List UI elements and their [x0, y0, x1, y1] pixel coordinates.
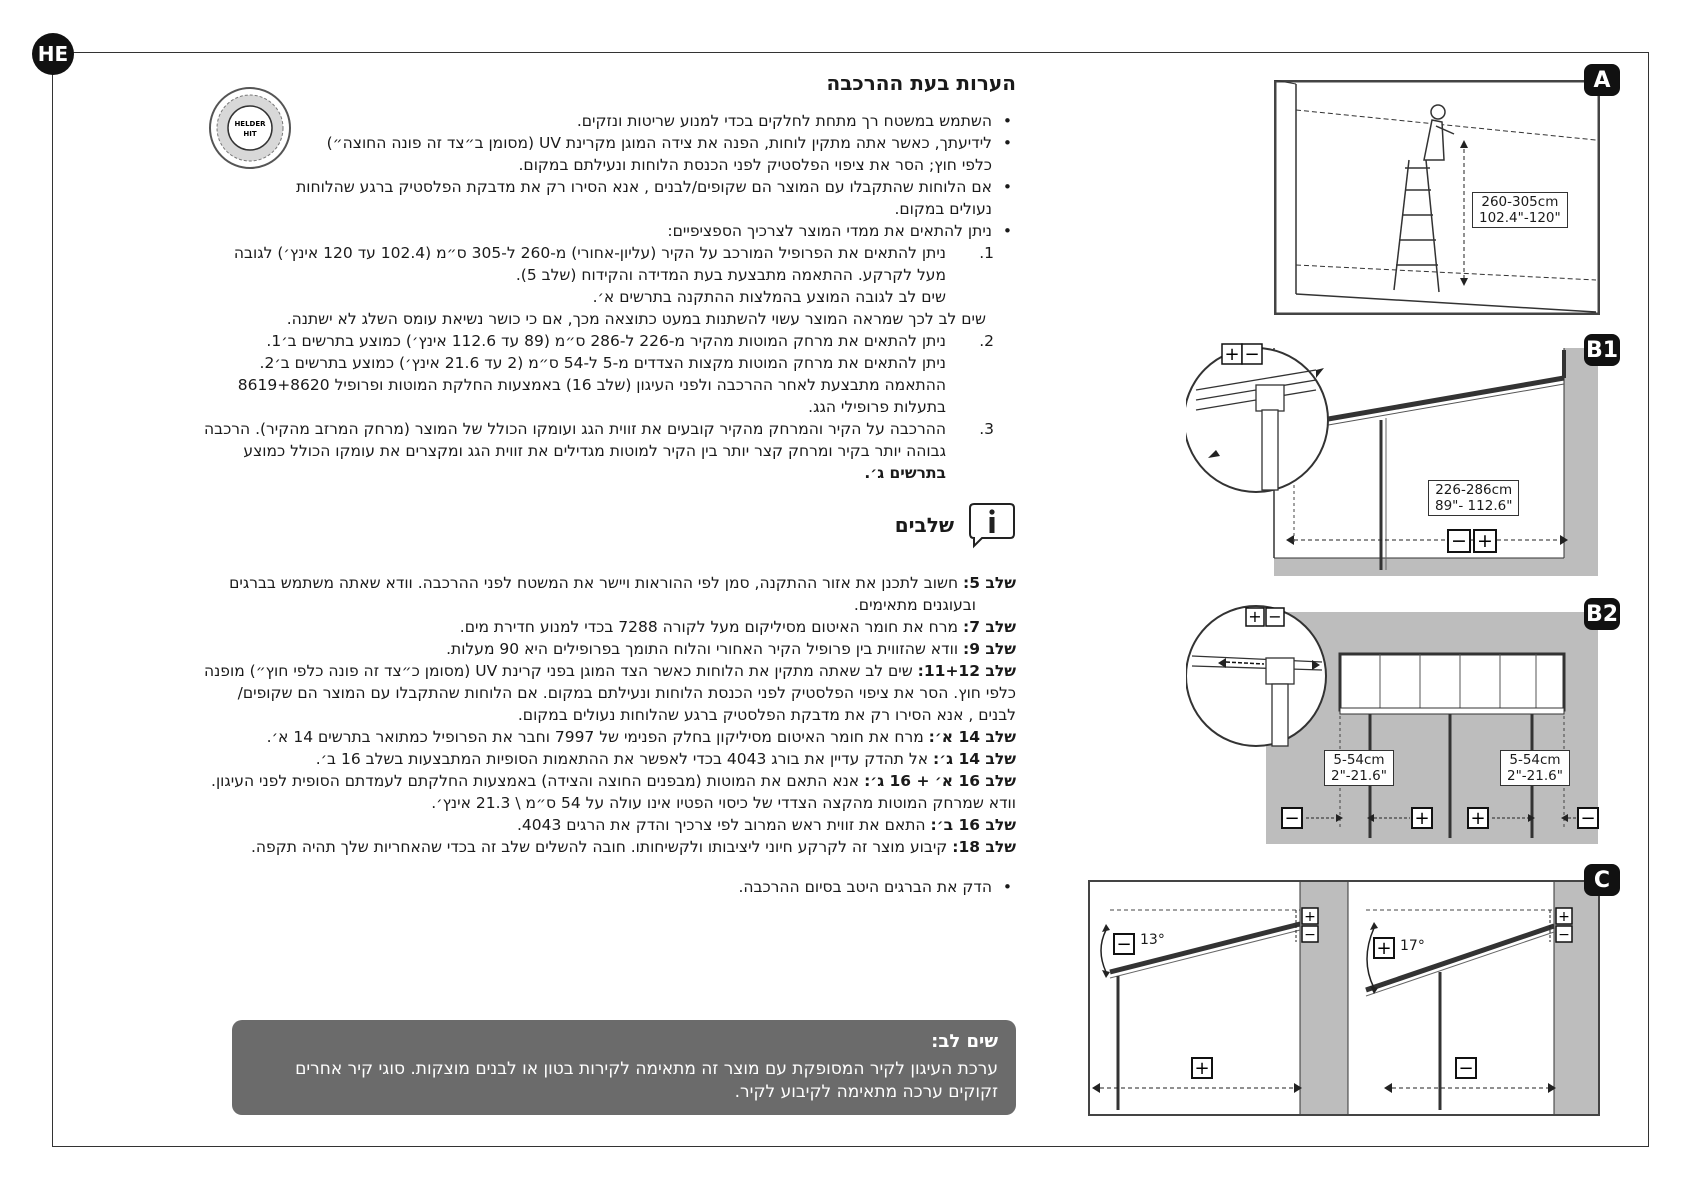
diagram-b1-measure: 226-286cm 89"- 112.6" — [1428, 480, 1519, 516]
diagram-a-label: A — [1584, 64, 1620, 96]
numbered-item-cont: ההתאמה מתבצעת לאחר ההרכבה ולפני העיגון (שלב 16) באמצעות החלקת המוטות ופרופיל 8619+8620 — [237, 376, 946, 394]
svg-text:−: − — [1268, 607, 1282, 626]
diagram-b2-label: B2 — [1584, 598, 1620, 630]
svg-text:+: + — [1194, 1058, 1210, 1079]
note-line: זקוקים ערכה מתאימה לקיבוע לקיר. — [734, 1082, 998, 1102]
svg-text:+: + — [1414, 808, 1430, 829]
step-5: שלב 5: חשוב לתכנן את אזור ההתקנה, סמן לפי ההוראות ויישר את המשטח לפני ההרכבה. וודא שאתה משתמש בברגים — [229, 574, 1016, 592]
step-16ac-cont: וודא שמרחק המוטות מהקצה הצדדי של כיסוי הפטיו אינו עולה על 54 ס״מ \ 21.3 אינץ׳. — [431, 794, 1016, 812]
note-bullet: • השתמש במשטח רך מתחת לחלקים בכדי למנוע שריטות ונזקים. — [180, 110, 1016, 132]
numbered-item-3: 3. ההרכבה על הקיר והמרחק מהקיר קובעים את זווית הגג ועומקו הכולל של המוצר (מרחק המרזב מהקיר). הרכבה — [204, 420, 994, 438]
svg-text:+: + — [1558, 909, 1570, 925]
numbered-item-2: 2. ניתן להתאים את מרחק המוטות מהקיר מ-226 ל-286 ס״מ (89 עד 112.6 אינץ׳) כמוצע בתרשים ב׳1. — [266, 332, 994, 350]
numbered-item-cont: ניתן להתאים את מרחק המוטות מקצות הצדדים מ-5 ל-54 ס״מ (2 עד 21.6 אינץ׳) כמוצע בתרשים ב׳2. — [259, 354, 946, 372]
diagram-a-measure: 260-305cm 102.4"-120" — [1472, 192, 1568, 228]
diagram-c-label: C — [1584, 864, 1620, 896]
step-16b: שלב 16 ב׳: התאם את זווית ראש המרוב לפי צרכיך והדק את הרגים 4043. — [516, 816, 1016, 834]
step-14c: שלב 14 ג׳: אל תהדק עדיין את בורג 4043 בכדי לאפשר את ההתאמות הסופיות המתבצעות בשלב 16 ב׳. — [315, 750, 1016, 768]
diagram-b1-drawing — [1186, 330, 1600, 580]
numbered-item-1: 1. ניתן להתאים את הפרופיל המורכב על הקיר (עליון-אחורי) מ-260 ל-305 ס״מ (102.4 עד 120 אינץ׳) לגובה — [233, 244, 994, 262]
final-bullet: • הדק את הברגים היטב בסיום ההרכבה. — [180, 876, 1016, 898]
info-icon — [968, 500, 1016, 550]
note-bullet-cont: נעולים במקום. — [894, 200, 992, 218]
svg-text:+: + — [1477, 530, 1493, 552]
step-7: שלב 7: מרח את חומר האיטום מסיליקום מעל לקורה 7288 בכדי למנוע חדירת מים. — [459, 618, 1016, 636]
diagram-c-angle-left: 13° — [1140, 932, 1165, 948]
svg-text:+: + — [1248, 607, 1262, 626]
diagram-c-drawing — [1088, 880, 1600, 1116]
numbered-item-cont: בתעלות פרופילי הגג. — [808, 398, 946, 416]
svg-text:+: + — [1304, 909, 1316, 925]
diagram-b2-measure-left: 5-54cm 2"-21.6" — [1324, 750, 1394, 786]
diagram-b2-drawing — [1186, 598, 1600, 846]
svg-text:−: − — [1304, 927, 1316, 943]
diagram-b2-measure-right: 5-54cm 2"-21.6" — [1500, 750, 1570, 786]
numbered-item-cont: מעל לקרקע. ההתאמה מתבצעת בעת המדידה והקידוח (שלב 5). — [515, 266, 946, 284]
svg-text:−: − — [1451, 530, 1467, 552]
note-bullet: • לידיעתך, כאשר אתה מתקין לוחות, הפנה את צידה המוגן מקרינת UV (מסומן ב״צד זה פונה החוצה״) — [180, 132, 1016, 154]
note-bullet-cont: כלפי חוץ; הסר את ציפוי הפלסטיק לפני הכנסת הלוחות ונעילתם במקום. — [518, 156, 992, 174]
text-column — [180, 72, 1016, 898]
diagram-c — [1088, 867, 1611, 1116]
numbered-item-cont: בתרשים ג׳. — [864, 464, 946, 482]
svg-text:−: − — [1116, 934, 1132, 955]
step-16ac: שלב 16 א׳ + 16 ג׳: אנא התאם את המוטות (מבפנים החוצה והצידה) באמצעות החלקתם לעמדתם הסופית לפני העיגון. — [211, 772, 1016, 790]
svg-text:+: + — [1224, 344, 1240, 365]
step-11-12-cont: לבנים , אנא הסירו רק את מדבקת הפלסטיק ברגע שהלוחות נעולים במקום. — [517, 706, 1016, 724]
steps-title: שלבים — [894, 513, 954, 537]
diagram-b1-label: B1 — [1584, 334, 1620, 366]
svg-text:−: − — [1580, 808, 1596, 829]
steps-list — [180, 572, 1016, 898]
step-11-12: שלב 11+12: שים לב שאתה מתקין את הלוחות כאשר הצד המוגן בפני קרינת UV (מסומן כ״צד זה פונה כלפי חוץ״) מופנה — [203, 662, 1016, 680]
note-bullet: • ניתן להתאים את ממדי המוצר לצרכיך הספציפיים: — [180, 220, 1016, 242]
svg-text:+: + — [1470, 808, 1486, 829]
assembly-notes-title: הערות בעת ההרכבה — [826, 71, 1016, 95]
svg-text:HIT: HIT — [243, 130, 257, 138]
language-badge: HE — [32, 33, 74, 75]
note-title: שים לב: — [931, 1031, 998, 1052]
step-9: שלב 9: וודא שהזווית בין פרופיל הקיר האחורי והלוח התומך בפרופילים היא 90 מעלות. — [446, 640, 1016, 658]
diagram-b2 — [1186, 598, 1619, 846]
note-line: ערכת העיגון לקיר המסופקת עם מוצר זה מתאימה לקירות בטון או לבנים מוצקות. סוגי קיר אחרים — [295, 1059, 998, 1079]
step-11-12-cont: כלפי חוץ. הסר את ציפוי הפלסטיק לפני הכנסת הלוחות ונעילתם במקום. אם הלוחות שהתקבלו עם המוצר הם שקופים/ — [237, 684, 1016, 702]
svg-text:−: − — [1558, 927, 1570, 943]
svg-text:−: − — [1458, 1058, 1474, 1079]
step-5-cont: ובעוגנים מתאימים. — [853, 596, 976, 614]
svg-text:−: − — [1284, 808, 1300, 829]
note-bullet: • אם הלוחות שהתקבלו עם המוצר הם שקופים/לבנים , אנא הסירו רק את מדבקת הפלסטיק ברגע שהלוחות — [180, 176, 1016, 198]
diagram-a — [1274, 67, 1611, 315]
numbered-item-cont: שים לב לכך שמראה המוצר עשוי להשתנות במעט כתוצאה מכך, אם כי כושר נשיאת עומס השלג לא ישתנה. — [286, 310, 986, 328]
steps-header — [180, 500, 1016, 550]
numbered-item-cont: גבוהה יותר בקיר ומרחק קצר יותר בין הקיר למוטות מגדילים את זווית הגג ומקצרים את עומקו הכולל כמוצע — [243, 442, 946, 460]
svg-text:HELDER: HELDER — [234, 120, 266, 128]
step-14a: שלב 14 א׳: מרח את חומר האיטום מסיליקון בחלק הפנימי של 7997 וחבר את הפרופיל כמתואר בתרשים 14 א׳. — [266, 728, 1016, 746]
numbered-item-cont: שים לב לגובה המוצע בהמלצות ההתקנה בתרשים א׳. — [592, 288, 946, 306]
warning-note-box — [232, 1020, 1016, 1115]
diagram-c-angle-right: 17° — [1400, 938, 1425, 954]
svg-text:−: − — [1244, 344, 1260, 365]
diagram-b1 — [1186, 330, 1619, 580]
svg-text:+: + — [1376, 938, 1392, 959]
step-18: שלב 18: קיבוע מוצר זה לקרקע חיוני ליציבותו ולקשיחותו. חובה להשלים שלב זה בכדי שהאחריות שלך תהיה תקפה. — [251, 838, 1016, 856]
